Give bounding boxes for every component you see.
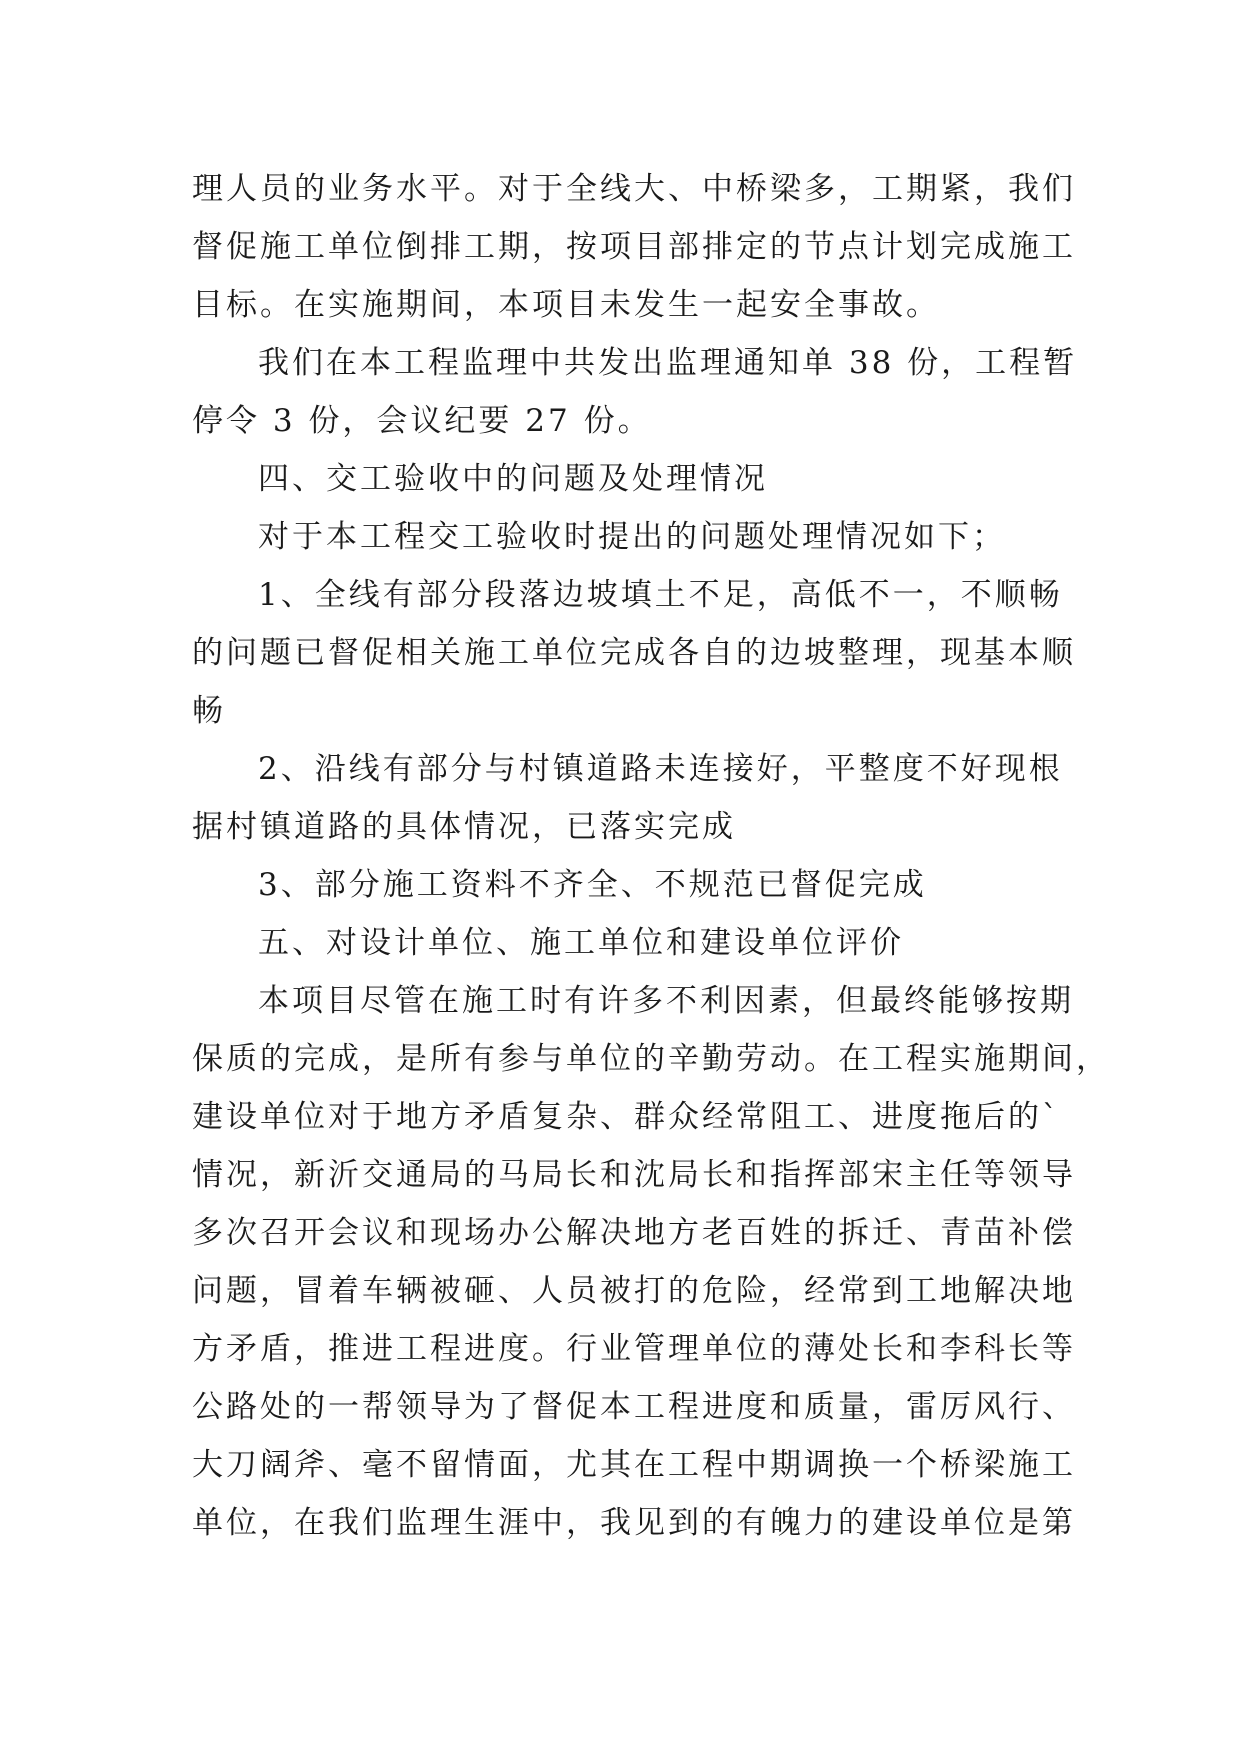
text-line: 大刀阔斧、毫不留情面，尤其在工程中期调换一个桥梁施工 <box>192 1447 1076 1483</box>
section-heading: 四、交工验收中的问题及处理情况 <box>258 461 768 497</box>
text-line: 我们在本工程监理中共发出监理通知单 38 份，工程暂 <box>258 345 1078 381</box>
text-line: 情况，新沂交通局的马局长和沈局长和指挥部宋主任等领导 <box>192 1157 1076 1193</box>
text-line: 的问题已督促相关施工单位完成各自的边坡整理，现基本顺 <box>192 635 1076 671</box>
text-line: 单位，在我们监理生涯中，我见到的有魄力的建设单位是第 <box>192 1505 1076 1541</box>
list-item: 1、全线有部分段落边坡填土不足，高低不一，不顺畅 <box>258 577 1063 613</box>
text-line: 督促施工单位倒排工期，按项目部排定的节点计划完成施工 <box>192 229 1076 265</box>
text-line: 问题，冒着车辆被砸、人员被打的危险，经常到工地解决地 <box>192 1273 1076 1309</box>
text-line: 停令 3 份，会议纪要 27 份。 <box>192 403 652 439</box>
section-heading: 五、对设计单位、施工单位和建设单位评价 <box>258 925 904 961</box>
text-line: 方矛盾，推进工程进度。行业管理单位的薄处长和李科长等 <box>192 1331 1076 1367</box>
body-text <box>192 160 1110 1552</box>
text-line: 对于本工程交工验收时提出的问题处理情况如下； <box>258 519 1006 555</box>
text-line: 建设单位对于地方矛盾复杂、群众经常阻工、进度拖后的` <box>192 1099 1061 1135</box>
list-item: 3、部分施工资料不齐全、不规范已督促完成 <box>258 867 927 903</box>
text-line: 理人员的业务水平。对于全线大、中桥梁多，工期紧，我们 <box>192 171 1076 207</box>
list-item: 2、沿线有部分与村镇道路未连接好，平整度不好现根 <box>258 751 1063 787</box>
text-line: 畅 <box>192 693 226 729</box>
text-line: 多次召开会议和现场办公解决地方老百姓的拆迁、青苗补偿 <box>192 1215 1076 1251</box>
text-line: 保质的完成，是所有参与单位的辛勤劳动。在工程实施期间， <box>192 1041 1110 1077</box>
text-line: 据村镇道路的具体情况，已落实完成 <box>192 809 736 845</box>
text-line: 目标。在实施期间，本项目未发生一起安全事故。 <box>192 287 940 323</box>
text-line: 公路处的一帮领导为了督促本工程进度和质量，雷厉风行、 <box>192 1389 1076 1425</box>
text-line: 本项目尽管在施工时有许多不利因素，但最终能够按期 <box>258 983 1074 1019</box>
